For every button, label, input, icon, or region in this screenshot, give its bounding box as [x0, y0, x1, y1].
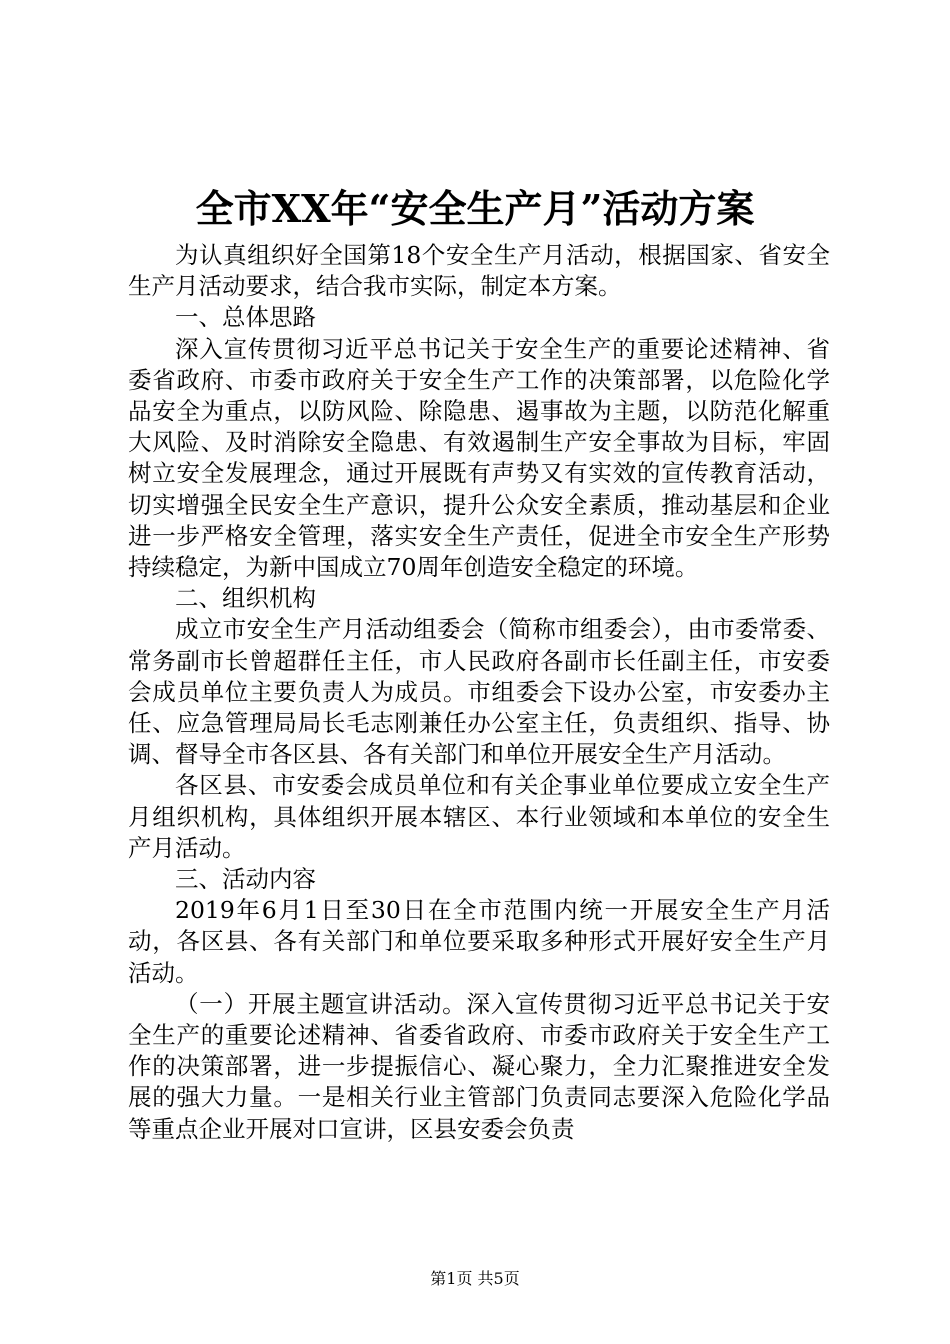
section-heading-2: 二、组织机构	[175, 584, 316, 613]
document-body	[128, 240, 830, 1145]
section-heading-1: 一、总体思路	[175, 303, 316, 332]
body-paragraph: 各区县、市安委会成员单位和有关企事业单位要成立安全生产月组织机构，具体组织开展本辖区、本行业领域和本单位的安全生产月活动。	[128, 771, 830, 862]
body-paragraph: 成立市安全生产月活动组委会（简称市组委会），由市委常委、常务副市长曾超群任主任，市人民政府各副市长任副主任，市安委会成员单位主要负责人为成员。市组委会下设办公室，市安委办主任、应急管理局局长毛志刚兼任办公室主任，负责组织、指导、协调、督导全市各区县、各有关部门和单位开展安全生产月活动。	[128, 615, 830, 769]
body-paragraph: 深入宣传贯彻习近平总书记关于安全生产的重要论述精神、省委省政府、市委市政府关于安全生产工作的决策部署，以危险化学品安全为重点，以防风险、除隐患、遏事故为主题，以防范化解重大风险、及时消除安全隐患、有效遏制生产安全事故为目标，牢固树立安全发展理念，通过开展既有声势又有实效的宣传教育活动，切实增强全民安全生产意识，提升公众安全素质，推动基层和企业进一步严格安全管理，落实安全生产责任，促进全市安全生产形势持续稳定，为新中国成立70周年创造安全稳定的环境。	[128, 334, 830, 582]
body-paragraph: 2019年6月1日至30日在全市范围内统一开展安全生产月活动，各区县、各有关部门和单位要采取多种形式开展好安全生产月活动。	[128, 896, 830, 987]
intro-paragraph: 为认真组织好全国第18个安全生产月活动，根据国家、省安全生产月活动要求，结合我市实际，制定本方案。	[128, 241, 830, 301]
document-title: 全市XX年“安全生产月”活动方案	[195, 186, 755, 231]
body-paragraph: （一）开展主题宣讲活动。深入宣传贯彻习近平总书记关于安全生产的重要论述精神、省委省政府、市委市政府关于安全生产工作的决策部署，进一步提振信心、凝心聚力，全力汇聚推进安全发展的强大力量。一是相关行业主管部门负责同志要深入危险化学品等重点企业开展对口宣讲，区县安委会负责	[128, 989, 830, 1143]
page-number: 第1页 共5页	[430, 1269, 520, 1288]
section-heading-3: 三、活动内容	[175, 865, 316, 894]
